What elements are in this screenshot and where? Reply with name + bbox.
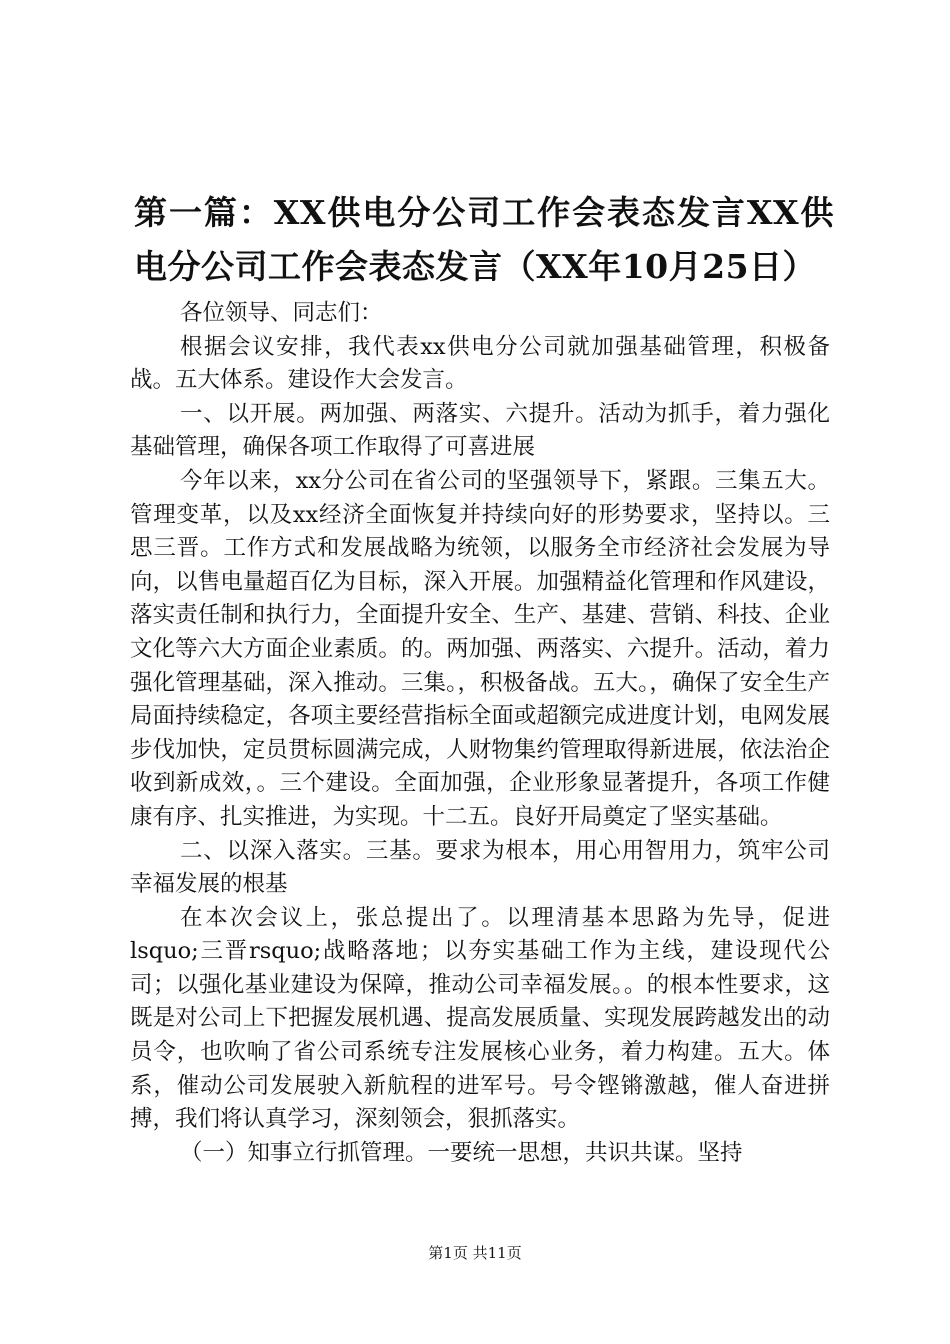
section-heading-2: 二、以深入落实。三基。要求为根本，用心用智用力，筑牢公司幸福发展的根基	[130, 837, 830, 898]
body-paragraph: 在本次会议上，张总提出了。以理清基本思路为先导，促进lsquo;三晋rsquo;战略落地；以夯实基础工作为主线，建设现代公司；以强化基业建设为保障，推动公司幸福发展。。的根本性要求，这既是对公司上下把握发展机遇、提高发展质量、实现发展跨越发出的动员令，也吹响了省公司系统专注发展核心业务，着力构建。五大。体系，催动公司发展驶入新航程的进军号。号令铿锵激越，催人奋进拼搏，我们将认真学习，深刻领会，狠抓落实。	[130, 904, 830, 1133]
greeting-paragraph: 各位领导、同志们：	[180, 300, 383, 326]
subsection-paragraph: （一）知事立行抓管理。一要统一思想，共识共谋。坚持	[180, 1139, 743, 1166]
page-number-footer: 第1页 共11页	[428, 1244, 522, 1262]
intro-paragraph: 根据会议安排，我代表xx供电分公司就加强基础管理，积极备战。五大体系。建设作大会发言。	[130, 333, 830, 394]
body-paragraph: 今年以来，xx分公司在省公司的坚强领导下，紧跟。三集五大。管理变革，以及xx经济全面恢复并持续向好的形势要求，坚持以。三思三晋。工作方式和发展战略为统领，以服务全市经济社会发展为导向，以售电量超百亿为目标，深入开展。加强精益化管理和作风建设，落实责任制和执行力，全面提升安全、生产、基建、营销、科技、企业文化等六大方面企业素质。的。两加强、两落实、六提升。活动，着力强化管理基础，深入推动。三集。，积极备战。五大。，确保了安全生产局面持续稳定，各项主要经营指标全面或超额完成进度计划，电网发展步伐加快，定员贯标圆满完成，人财物集约管理取得新进展，依法治企收到新成效，。三个建设。全面加强，企业形象显著提升，各项工作健康有序、扎实推进，为实现。十二五。良好开局奠定了坚实基础。	[130, 467, 830, 830]
section-heading-1: 一、以开展。两加强、两落实、六提升。活动为抓手，着力强化基础管理，确保各项工作取得了可喜进展	[130, 400, 830, 461]
document-body	[130, 297, 830, 1170]
document-title: 第一篇：XX供电分公司工作会表态发言XX供电分公司工作会表态发言（XX年10月25日）	[134, 193, 834, 286]
